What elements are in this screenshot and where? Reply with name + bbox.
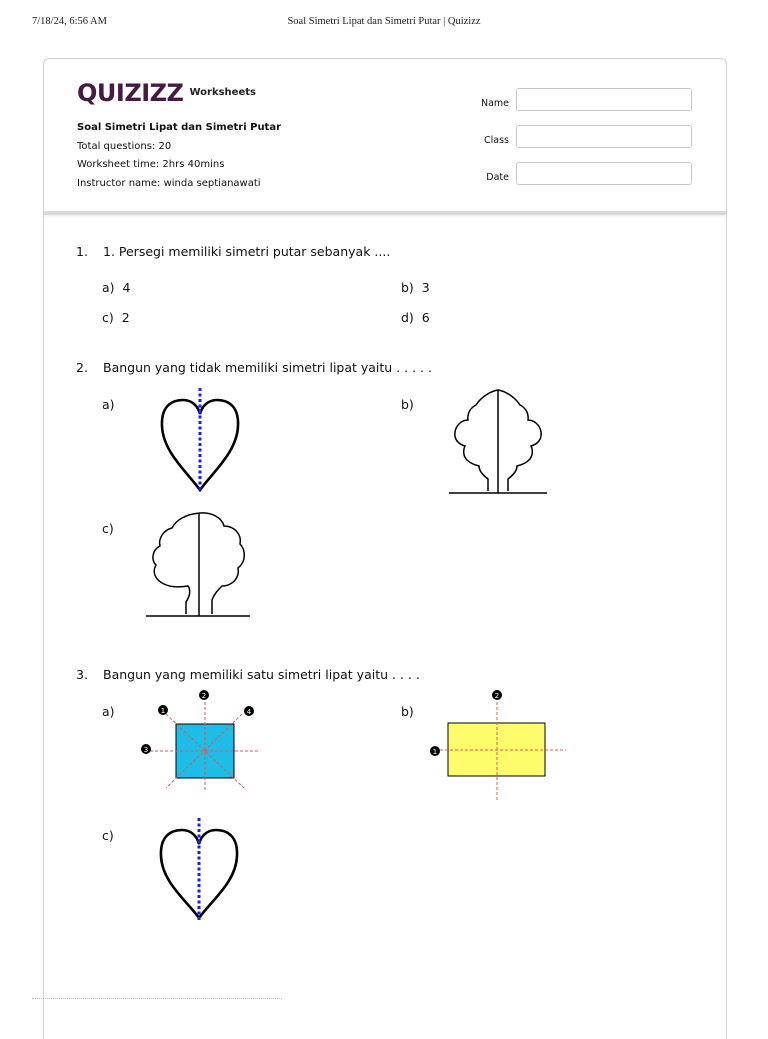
marker-4 [244,706,254,716]
name-label: Name [480,98,509,109]
q3-option-c-label[interactable]: c) [102,828,114,843]
date-label: Date [486,172,509,183]
q3-option-b-label[interactable]: b) [401,704,414,719]
class-label: Class [484,135,509,146]
q1-option-b[interactable] [401,280,430,295]
q2-option-c-label[interactable]: c) [102,521,114,536]
square-symmetry-image[interactable] [138,688,264,792]
symmetric-tree-image[interactable] [449,387,547,495]
svg-text:1: 1 [432,748,438,756]
worksheet-header [44,59,726,215]
svg-text:4: 4 [246,708,252,716]
svg-text:2: 2 [494,692,500,700]
marker-1 [430,746,440,756]
marker-3 [141,744,151,754]
option-letter: a) [102,280,115,295]
question-number: 1. [76,244,88,259]
q1-option-d[interactable] [401,310,430,325]
option-text: 4 [122,280,131,295]
name-input[interactable] [516,88,692,111]
q2-option-a-label[interactable]: a) [102,397,115,412]
print-page-title: Soal Simetri Lipat dan Simetri Putar | Quizizz [287,16,481,27]
q3-option-a-label[interactable]: a) [102,704,115,719]
option-text: 6 [421,310,430,325]
option-text: 2 [121,310,130,325]
option-letter: d) [401,310,414,325]
svg-text:1: 1 [160,707,166,715]
print-footer [32,998,282,1003]
marker-2 [492,690,502,700]
logo-subtitle: Worksheets [189,87,256,98]
logo-wordmark: QUIZIZZ [77,79,184,107]
question-text: Bangun yang tidak memiliki simetri lipat yaitu . . . . . [103,360,432,375]
q1-option-a[interactable] [102,280,130,295]
question-text: Bangun yang memiliki satu simetri lipat yaitu . . . . [103,667,420,682]
heart-image[interactable] [157,386,243,492]
q1-option-c[interactable] [102,310,130,325]
question-text: 1. Persegi memiliki simetri putar sebanyak .... [103,244,391,259]
print-header [0,14,768,30]
svg-text:2: 2 [201,692,207,700]
worksheet-meta [77,119,281,193]
svg-text:3: 3 [143,746,149,754]
heart-image[interactable] [156,816,242,922]
quizizz-logo [77,79,256,107]
q2-option-b-label[interactable]: b) [401,397,414,412]
class-input[interactable] [516,125,692,148]
question-number: 2. [76,360,88,375]
marker-2 [199,690,209,700]
asymmetric-tree-image[interactable] [146,510,250,618]
print-date: 7/18/24, 6:56 AM [32,16,107,27]
option-text: 3 [421,280,430,295]
instructor-name: Instructor name: winda septianawati [77,177,261,189]
total-questions: Total questions: 20 [77,140,172,152]
worksheet-time: Worksheet time: 2hrs 40mins [77,159,225,170]
option-letter: b) [401,280,414,295]
option-letter: c) [102,310,114,325]
date-input[interactable] [516,162,692,185]
question-number: 3. [76,667,88,682]
rectangle-symmetry-image[interactable] [428,688,570,802]
worksheet-title: Soal Simetri Lipat dan Simetri Putar [77,122,282,133]
marker-1 [158,705,168,715]
